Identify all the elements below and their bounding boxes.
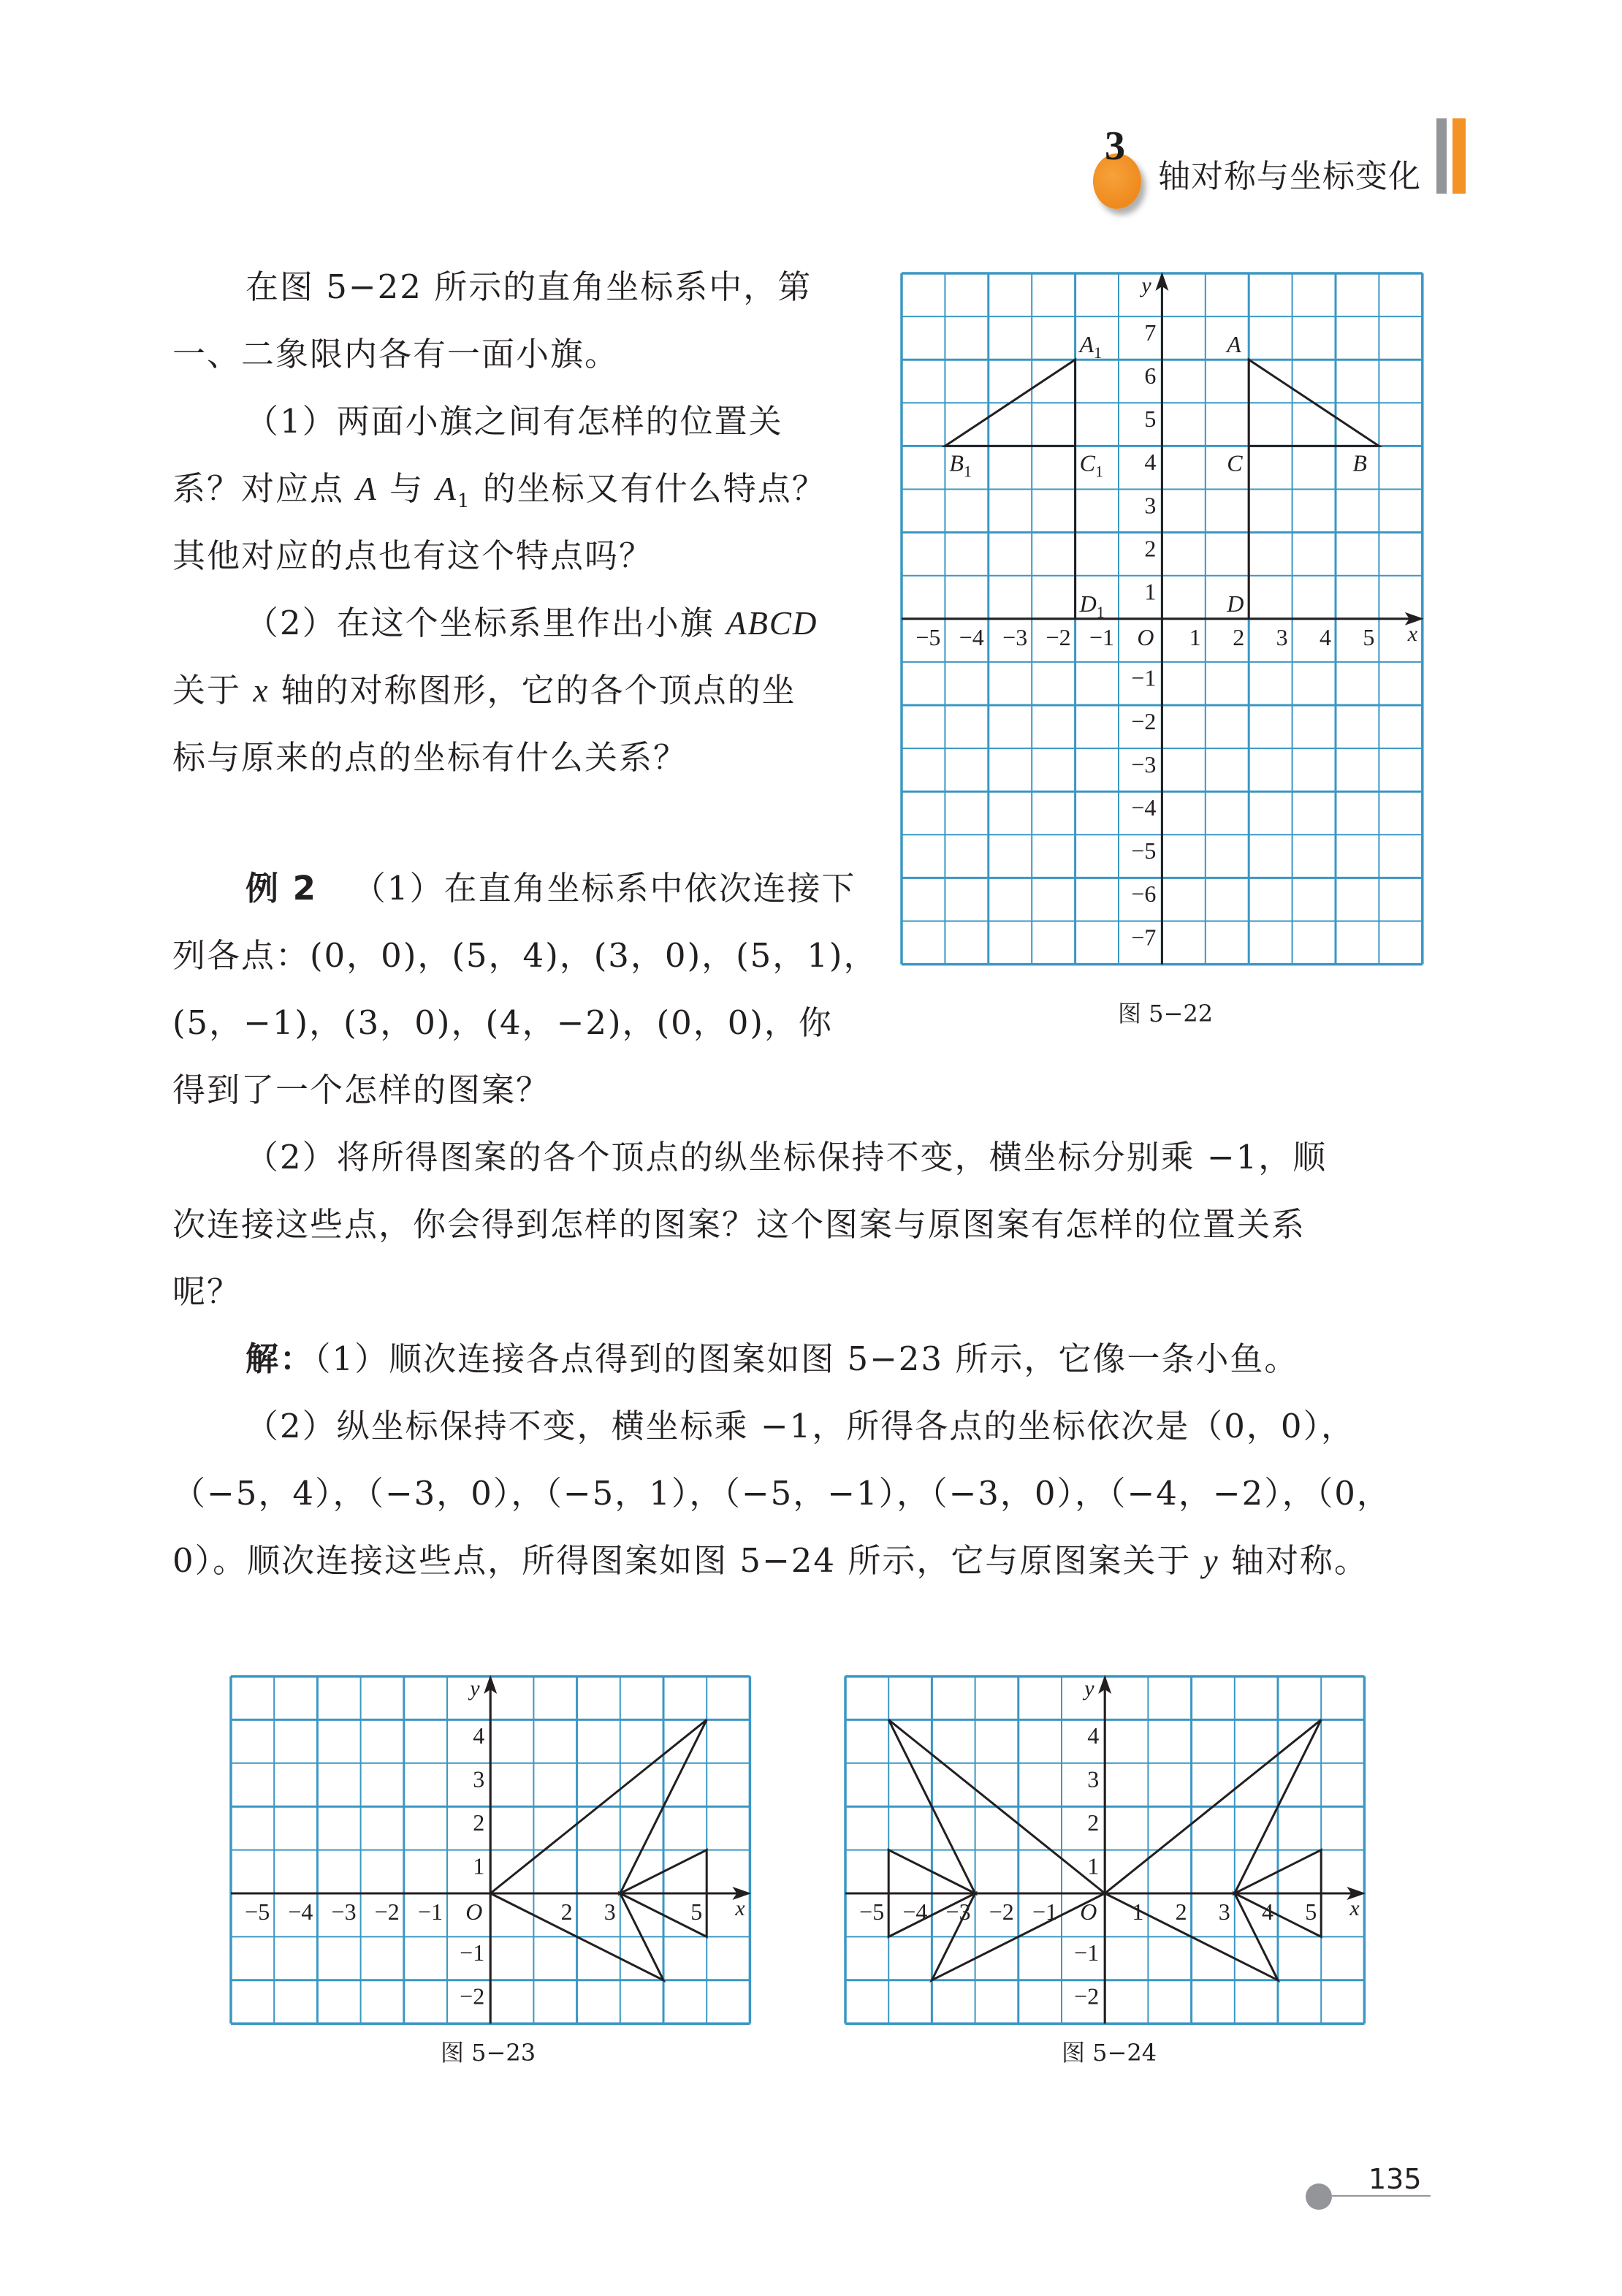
point-A1: A: [435, 471, 457, 507]
y-tick-label: −2: [460, 1983, 485, 2010]
example-2-line-4: 得到了一个怎样的图案？: [172, 1071, 551, 1109]
x-tick-label: 2: [560, 1898, 573, 1925]
y-tick-label: 1: [1087, 1852, 1100, 1879]
example-2-line-1: [245, 855, 856, 922]
y-tick-label: −2: [1131, 707, 1157, 734]
text: 轴的对称图形，它的各个顶点的坐: [269, 671, 796, 710]
x-tick-label: 5: [690, 1898, 703, 1925]
x-tick-label: 2: [1175, 1898, 1187, 1925]
flag-abcd: ABCD: [726, 605, 818, 642]
x-tick-label: 3: [604, 1898, 616, 1925]
point-label: $D_1$: [1079, 590, 1105, 621]
y-tick-label: 2: [1087, 1809, 1100, 1836]
y-tick-label: 1: [473, 1852, 485, 1879]
point-label: $A_1$: [1079, 331, 1103, 362]
y-tick-label: 4: [473, 1722, 485, 1749]
y-tick-label: −1: [1131, 664, 1157, 691]
solution-line-1: [245, 1326, 1298, 1393]
solution-label: 解：: [245, 1339, 315, 1378]
intro-line-2: 一、二象限内各有一面小旗。: [172, 335, 620, 373]
x-tick-label: −3: [945, 1898, 971, 1925]
header-bar-gray: [1436, 118, 1447, 194]
x-tick-label: −1: [417, 1898, 443, 1925]
example-label: 例 2: [245, 869, 317, 908]
figure-5-23: [219, 1666, 774, 2039]
question-1-line-3: 其他对应的点也有这个特点吗？: [172, 536, 654, 575]
y-tick-label: 1: [1144, 578, 1157, 605]
point-label: C: [1227, 449, 1243, 476]
x-tick-label: −3: [331, 1898, 357, 1925]
x-tick-label: −2: [1046, 623, 1071, 650]
y-axis-label: y: [1084, 1676, 1094, 1700]
figure-5-24: [833, 1666, 1388, 2039]
y-tick-label: 4: [1144, 449, 1157, 476]
y-axis-label: y: [1141, 273, 1151, 297]
point-label: B: [1352, 449, 1367, 476]
x-axis-label: x: [735, 1896, 745, 1920]
x-var: x: [253, 672, 270, 709]
y-tick-label: −7: [1131, 924, 1157, 951]
chapter-number: 3: [1105, 123, 1125, 169]
y-var: y: [1203, 1543, 1219, 1579]
text: 0）。顺次连接这些点，所得图案如图 5−24 所示，它与原图案关于: [172, 1541, 1203, 1580]
y-tick-label: 3: [1144, 492, 1157, 519]
x-tick-label: −5: [859, 1898, 885, 1925]
x-tick-label: −5: [245, 1898, 270, 1925]
point-label: $B_1$: [949, 449, 972, 481]
text: （2）在这个坐标系里作出小旗: [245, 604, 726, 642]
y-tick-label: 3: [473, 1765, 485, 1793]
y-axis-label: y: [470, 1676, 480, 1700]
origin-label: O: [1080, 1898, 1097, 1925]
page-number: 135: [1368, 2163, 1422, 2195]
x-tick-label: −3: [1002, 623, 1028, 650]
y-tick-label: −4: [1131, 794, 1157, 821]
x-tick-label: −5: [915, 623, 941, 650]
example-2-q2-line-2: 次连接这些点，你会得到怎样的图案？这个图案与原图案有怎样的位置关系: [172, 1205, 1306, 1244]
text: 轴对称。: [1219, 1541, 1368, 1580]
figure-5-24-caption: 图 5−24: [1062, 2039, 1157, 2067]
point-A: A: [356, 471, 378, 507]
x-tick-label: 3: [1218, 1898, 1230, 1925]
x-tick-label: −2: [374, 1898, 400, 1925]
y-tick-label: −3: [1131, 750, 1157, 778]
x-tick-label: 5: [1363, 623, 1375, 650]
question-2-line-2: [172, 657, 796, 724]
origin-label: O: [1137, 623, 1154, 650]
point-label: A: [1227, 331, 1241, 358]
header-bar-orange: [1452, 118, 1466, 194]
point-label: D: [1227, 590, 1244, 617]
y-tick-label: −1: [1074, 1939, 1100, 1966]
y-tick-label: −1: [460, 1939, 485, 1966]
example-2-q2-line-1: （2）将所得图案的各个顶点的纵坐标保持不变，横坐标分别乘 −1，顺: [245, 1138, 1328, 1176]
y-tick-label: 5: [1144, 406, 1157, 433]
x-tick-label: 1: [1189, 623, 1201, 650]
x-tick-label: 4: [1262, 1898, 1273, 1925]
origin-label: O: [465, 1898, 483, 1925]
question-2-line-1: [245, 590, 818, 657]
x-tick-label: 5: [1305, 1898, 1317, 1925]
y-tick-label: 7: [1144, 319, 1157, 346]
y-tick-label: 2: [1144, 535, 1157, 562]
x-tick-label: −4: [959, 623, 984, 650]
x-tick-label: −4: [902, 1898, 928, 1925]
point-label-subscript: 1: [1094, 462, 1103, 481]
example-2-line-2: 列各点：(0，0)，(5，4)，(3，0)，(5，1)，: [172, 936, 878, 975]
solution-line-2: （2）纵坐标保持不变，横坐标乘 −1，所得各点的坐标依次是（0，0），: [245, 1407, 1356, 1445]
figure-5-22-caption: 图 5−22: [1118, 1000, 1214, 1027]
text: （1）在直角坐标系中依次连接下: [352, 869, 856, 908]
figure-5-23-caption: 图 5−23: [441, 2039, 536, 2067]
x-tick-label: 4: [1320, 623, 1331, 650]
y-tick-label: −6: [1131, 881, 1157, 908]
intro-line-1: 在图 5−22 所示的直角坐标系中，第: [245, 267, 812, 306]
x-tick-label: 1: [1132, 1898, 1144, 1925]
x-tick-label: 3: [1276, 623, 1288, 650]
point-label: $C_1$: [1079, 449, 1103, 481]
y-tick-label: 3: [1087, 1765, 1100, 1793]
subscript: 1: [457, 490, 471, 512]
question-1-line-1: （1）两面小旗之间有怎样的位置关: [245, 402, 783, 441]
example-2-line-3: (5，−1)，(3，0)，(4，−2)，(0，0)，你: [172, 1003, 833, 1042]
y-tick-label: −5: [1131, 837, 1157, 864]
text: 与: [377, 469, 436, 508]
point-label-subscript: 1: [1096, 602, 1105, 621]
point-label-subscript: 1: [1094, 343, 1103, 362]
text: （1）顺次连接各点得到的图案如图 5−23 所示，它像一条小鱼。: [314, 1339, 1299, 1378]
x-tick-label: 2: [1233, 623, 1245, 650]
x-tick-label: −1: [1032, 1898, 1057, 1925]
text: 系？对应点: [172, 469, 357, 508]
y-tick-label: −2: [1074, 1983, 1100, 2010]
section-title: 轴对称与坐标变化: [1158, 158, 1421, 195]
x-tick-label: −4: [288, 1898, 313, 1925]
text: 的坐标又有什么特点？: [471, 469, 826, 508]
page-number-rule: [1332, 2195, 1431, 2197]
x-tick-label: −1: [1089, 623, 1114, 650]
figure-5-22: [891, 263, 1447, 979]
page-number-dot: [1306, 2183, 1332, 2210]
y-tick-label: 6: [1144, 362, 1157, 389]
example-2-q2-line-3: 呢？: [172, 1272, 242, 1311]
x-tick-label: −2: [989, 1898, 1014, 1925]
solution-line-4: [172, 1527, 1368, 1594]
question-2-line-3: 标与原来的点的坐标有什么关系？: [172, 738, 688, 777]
point-label-subscript: 1: [963, 462, 972, 481]
x-axis-label: x: [1407, 621, 1418, 646]
solution-line-3: （−5，4），（−3，0），（−5，1），（−5，−1），（−3，0），（−4，−2），（0，: [172, 1474, 1391, 1513]
x-axis-label: x: [1349, 1896, 1360, 1920]
y-tick-label: 4: [1087, 1722, 1100, 1749]
y-tick-label: 2: [473, 1809, 485, 1836]
text: 关于: [172, 671, 254, 710]
